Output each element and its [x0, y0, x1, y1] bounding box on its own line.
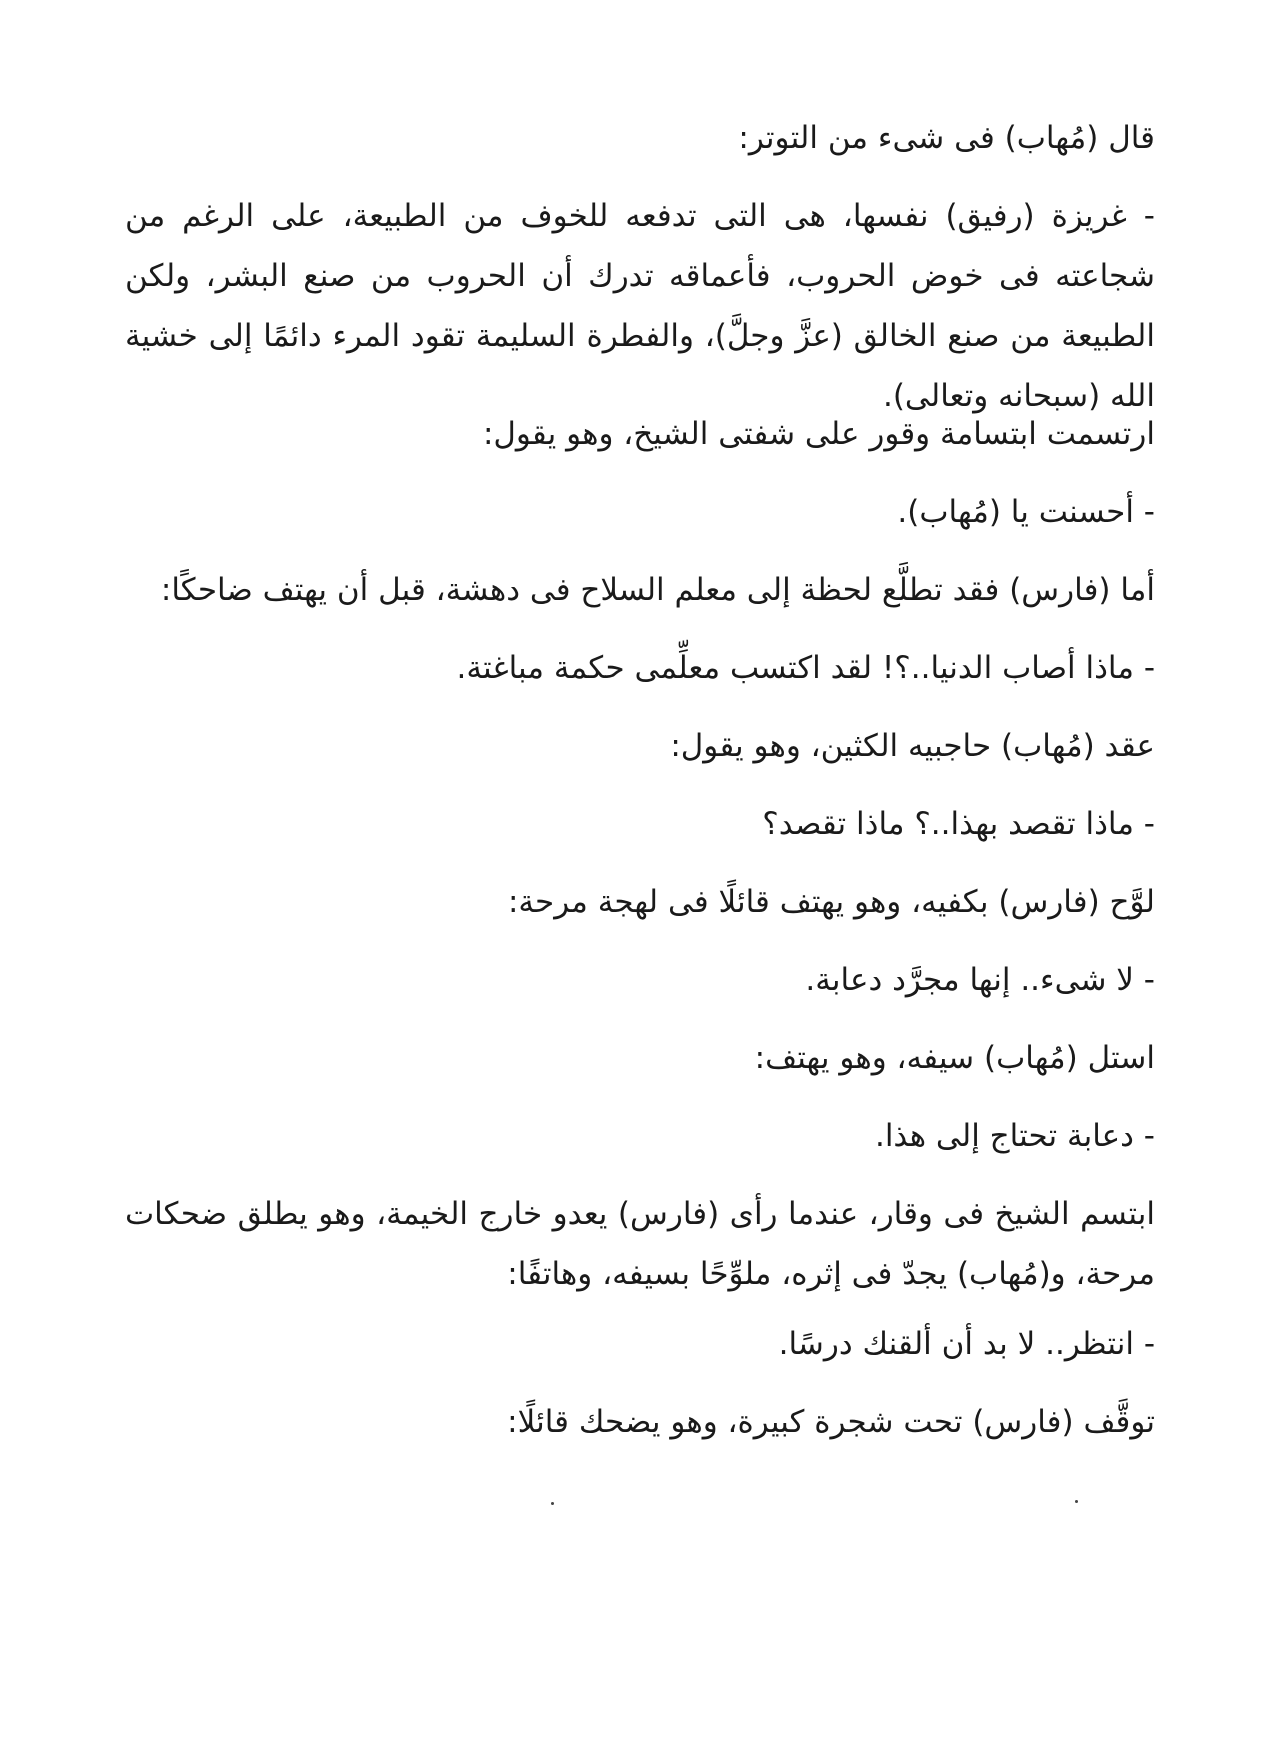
paragraph: لوَّح (فارس) بكفيه، وهو يهتف قائلًا فى لهجة مرحة:	[507, 884, 1155, 920]
paragraph: استل (مُهاب) سيفه، وهو يهتف:	[754, 1040, 1155, 1076]
paragraph: ارتسمت ابتسامة وقور على شفتى الشيخ، وهو يقول:	[482, 416, 1155, 452]
print-speck	[551, 1502, 554, 1505]
paragraph: - لا شىء.. إنها مجرَّد دعابة.	[805, 962, 1155, 998]
paragraph: - أحسنت يا (مُهاب).	[897, 494, 1155, 530]
paragraph: - دعابة تحتاج إلى هذا.	[874, 1118, 1155, 1154]
paragraph: عقد (مُهاب) حاجبيه الكثين، وهو يقول:	[670, 728, 1155, 764]
paragraph: قال (مُهاب) فى شىء من التوتر:	[738, 120, 1155, 156]
paragraph: توقَّف (فارس) تحت شجرة كبيرة، وهو يضحك قائلًا:	[507, 1404, 1155, 1440]
paragraph: - ماذا تقصد بهذا..؟ ماذا تقصد؟	[762, 806, 1155, 842]
paragraph: - انتظر.. لا بد أن ألقنك درسًا.	[778, 1326, 1155, 1362]
paragraph: أما (فارس) فقد تطلَّع لحظة إلى معلم السلاح فى دهشة، قبل أن يهتف ضاحكًا:	[160, 572, 1155, 608]
paragraph: ابتسم الشيخ فى وقار، عندما رأى (فارس) يعدو خارج الخيمة، وهو يطلق ضحكات مرحة، و(مُهاب) يجدّ فى إثره، ملوِّحًا بسيفه، وهاتفًا:	[125, 1196, 1155, 1292]
print-speck	[1075, 1500, 1078, 1503]
paragraph: - ماذا أصاب الدنيا..؟! لقد اكتسب معلِّمى حكمة مباغتة.	[456, 650, 1155, 686]
paragraph: - غريزة (رفيق) نفسها، هى التى تدفعه للخوف من الطبيعة، على الرغم من شجاعته فى خوض الحروب، فأعماقه تدرك أن الحروب من صنع البشر، ولكن الطبيعة من صنع الخالق (عزَّ وجلَّ)، والفطرة السليمة تقود المرء دائمًا إلى خشية الله (سبحانه وتعالى).	[125, 198, 1155, 414]
